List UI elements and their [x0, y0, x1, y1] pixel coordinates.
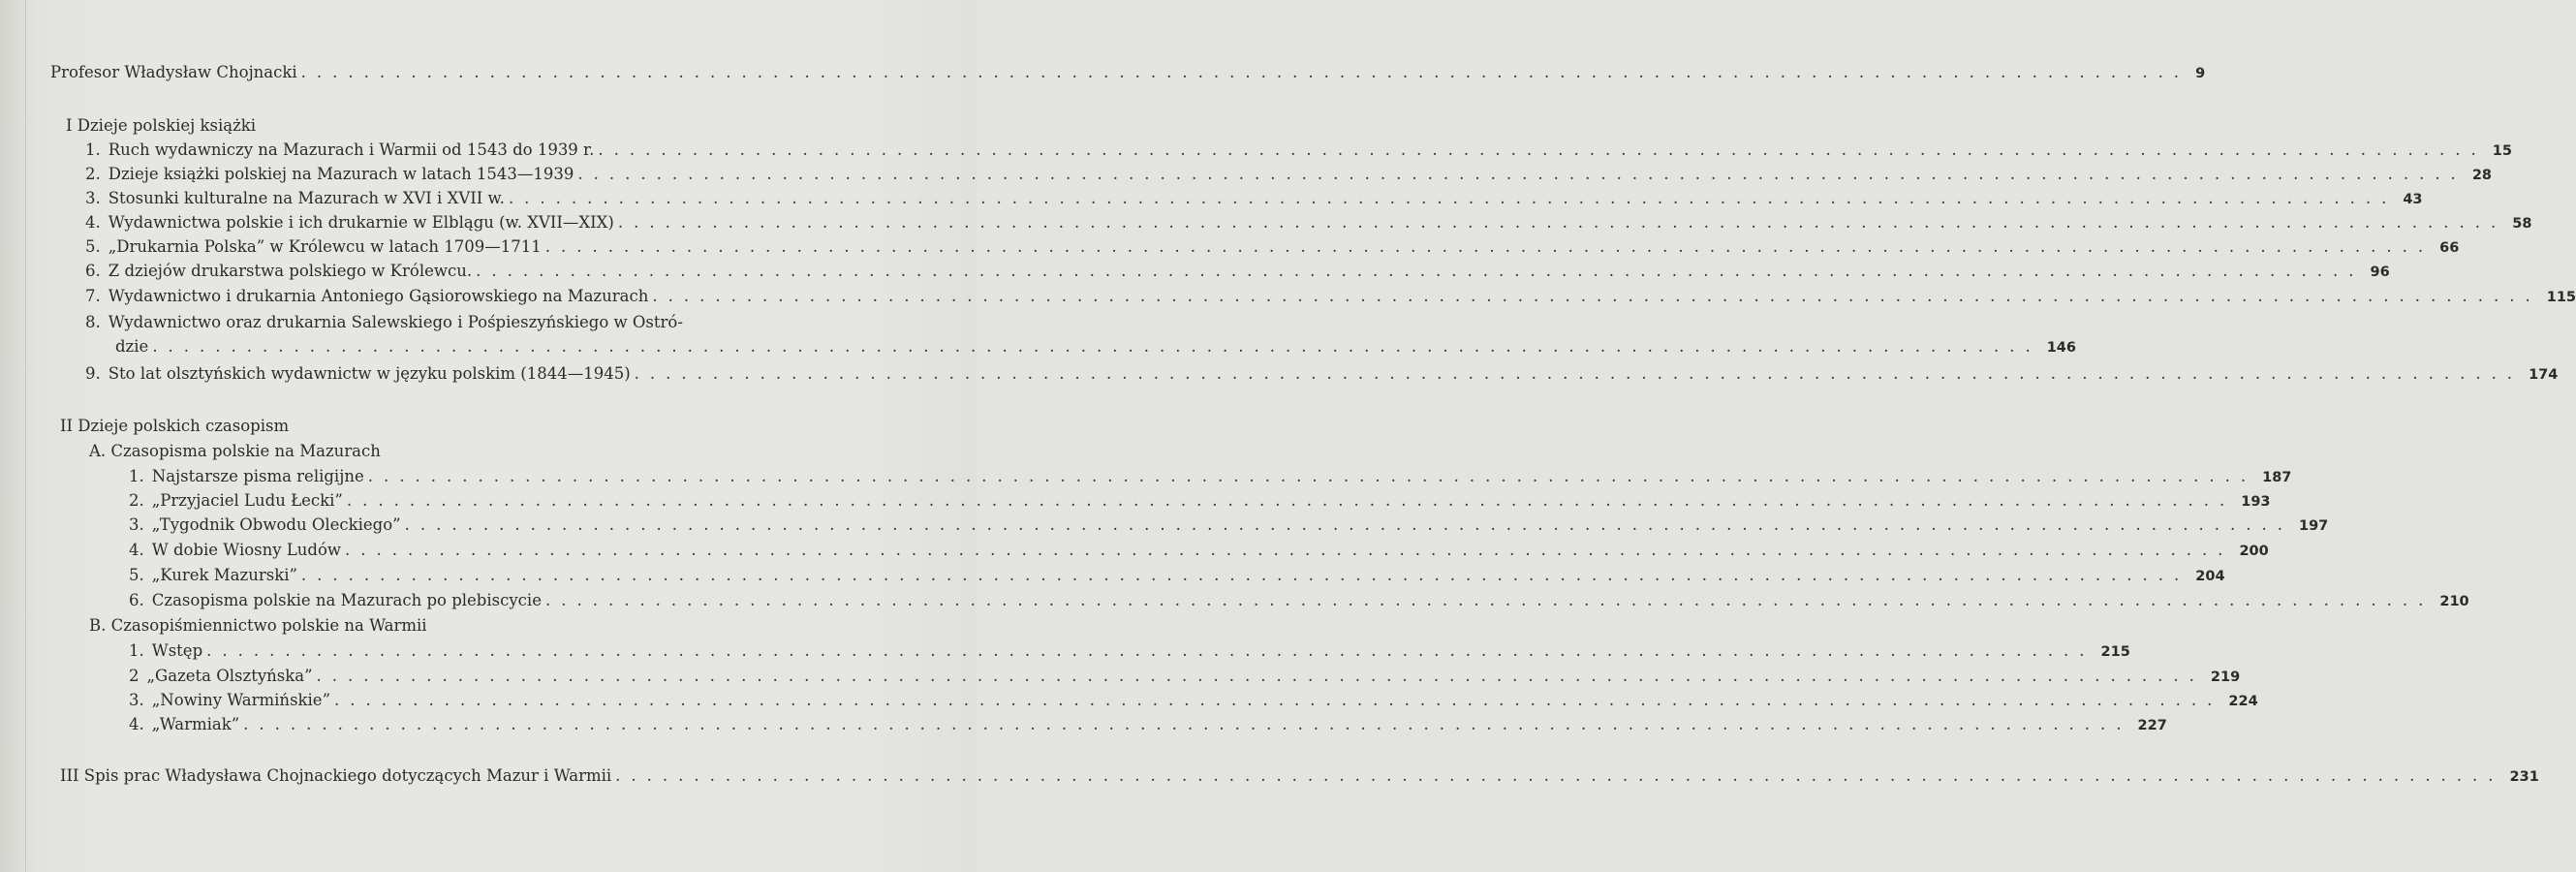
entry-title: Z dziejów drukarstwa polskiego w Królewcu.	[108, 262, 473, 280]
entry-title: „Kurek Mazurski”	[151, 566, 297, 584]
page-number: 43	[2403, 192, 2423, 207]
toc-entry	[129, 713, 2167, 736]
entry-title-line1: Wydawnictwo oraz drukarnia Salewskiego i Pośpieszyńskiego w Ostró-	[108, 313, 683, 331]
toc-entry	[85, 211, 2532, 234]
leader-dots: ........................................................................................................................	[334, 691, 2223, 709]
entry-title-line2: dzie	[115, 337, 149, 356]
entry-number: 1.	[129, 641, 144, 660]
toc-entry-part3	[60, 764, 2539, 788]
page-number: 28	[2471, 168, 2492, 183]
entry-title: III Spis prac Władysława Chojnackiego dotyczących Mazur i Warmii	[60, 766, 612, 785]
page-number: 58	[2512, 216, 2532, 232]
entry-title: Najstarsze pisma religijne	[151, 467, 364, 485]
toc-entry-multiline	[85, 310, 2076, 358]
entry-number: 2.	[85, 165, 101, 183]
entry-title: Wydawnictwo i drukarnia Antoniego Gąsiorowskiego na Mazurach	[108, 287, 649, 305]
page-number: 187	[2262, 470, 2292, 485]
entry-title: „Tygodnik Obwodu Oleckiego”	[151, 515, 401, 534]
page-number: 224	[2228, 694, 2258, 709]
toc-entry	[85, 163, 2492, 186]
entry-number: 4.	[129, 541, 144, 559]
page-number: 15	[2492, 143, 2512, 159]
page-number: 200	[2239, 544, 2269, 559]
page-number: 215	[2100, 644, 2130, 660]
page-number: 219	[2210, 670, 2241, 685]
leader-dots: ........................................................................................................................	[598, 140, 2487, 159]
leader-dots: ........................................................................................................................	[346, 491, 2236, 510]
leader-dots: ........................................................................................................................	[206, 641, 2095, 660]
entry-number: 5.	[129, 566, 144, 584]
entry-title: Czasopisma polskie na Mazurach po plebiscycie	[151, 591, 542, 609]
toc-entry	[85, 285, 2576, 308]
entry-number: 5.	[85, 237, 101, 256]
toc-entry	[129, 514, 2329, 537]
toc-entry	[85, 362, 2559, 386]
entry-number: 1.	[129, 467, 144, 485]
entry-title: „Przyjaciel Ludu Łecki”	[151, 491, 343, 510]
leader-dots: ........................................................................................................................	[152, 337, 2041, 356]
page-number: 231	[2509, 769, 2539, 785]
leader-dots: ........................................................................................................................	[345, 541, 2234, 559]
leader-dots: ........................................................................................................................	[367, 467, 2257, 485]
page-number: 9	[2195, 66, 2206, 81]
leader-dots: ........................................................................................................................	[652, 287, 2541, 305]
toc-entry	[129, 465, 2292, 488]
entry-title: W dobie Wiosny Ludów	[151, 541, 342, 559]
leader-dots: ........................................................................................................................	[243, 715, 2132, 733]
entry-title: „Warmiak”	[151, 715, 240, 733]
entry-number: 3.	[85, 189, 101, 207]
leader-dots: ........................................................................................................................	[617, 213, 2507, 232]
entry-number: 6.	[85, 262, 101, 280]
entry-number: 3.	[129, 515, 144, 534]
entry-title: „Gazeta Olsztyńska”	[146, 667, 313, 685]
entry-number: 2	[129, 667, 140, 685]
entry-title: Sto lat olsztyńskich wydawnictw w języku polskim (1844—1945)	[108, 364, 631, 383]
toc-entry	[129, 665, 2241, 688]
page-number: 193	[2241, 494, 2271, 510]
leader-dots: ........................................................................................................................	[615, 766, 2504, 785]
entry-number: 4.	[85, 213, 101, 232]
entry-number: 9.	[85, 364, 101, 383]
toc-entry	[85, 260, 2390, 283]
toc-entry	[129, 489, 2271, 513]
toc-entry	[85, 235, 2460, 259]
entry-number: 6.	[129, 591, 144, 609]
entry-title: Stosunki kulturalne na Mazurach w XVI i XVII w.	[108, 189, 505, 207]
entry-number: 3.	[129, 691, 144, 709]
toc-entry	[129, 689, 2258, 712]
page-number: 146	[2046, 340, 2076, 356]
part-heading: II Dzieje polskich czasopism	[60, 417, 290, 435]
entry-title: Profesor Władysław Chojnacki	[50, 63, 297, 81]
page-gutter	[25, 0, 26, 872]
page-number: 115	[2546, 290, 2576, 305]
section-heading: B. Czasopiśmiennictwo polskie na Warmii	[89, 616, 427, 635]
toc-entry	[129, 639, 2130, 663]
leader-dots: ........................................................................................................................	[300, 63, 2190, 81]
page-number: 197	[2299, 518, 2329, 534]
entry-number: 7.	[85, 287, 101, 305]
page-number: 174	[2529, 367, 2559, 383]
leader-dots: ........................................................................................................................	[577, 165, 2467, 183]
leader-dots: ........................................................................................................................	[544, 237, 2435, 256]
page-number: 227	[2137, 718, 2167, 733]
toc-entry	[129, 539, 2269, 562]
entry-number: 1.	[85, 140, 101, 159]
toc-entry	[129, 589, 2469, 612]
entry-title: „Drukarnia Polska” w Królewcu w latach 1709—1711	[108, 237, 542, 256]
leader-dots: ........................................................................................................................	[404, 515, 2293, 534]
entry-title: Wydawnictwa polskie i ich drukarnie w Elblągu (w. XVII—XIX)	[108, 213, 614, 232]
entry-title: Wstęp	[151, 641, 203, 660]
entry-number: 2.	[129, 491, 144, 510]
entry-title: Ruch wydawniczy na Mazurach i Warmii od 1543 do 1939 r.	[108, 140, 595, 159]
entry-number: 8.	[85, 313, 101, 331]
leader-dots: ........................................................................................................................	[544, 591, 2435, 609]
leader-dots: ........................................................................................................................	[508, 189, 2398, 207]
entry-title: „Nowiny Warmińskie”	[151, 691, 331, 709]
toc-entry	[129, 564, 2225, 587]
page-number: 96	[2370, 265, 2390, 280]
leader-dots: ........................................................................................................................	[300, 566, 2190, 584]
toc-entry-intro	[50, 61, 2206, 84]
toc-entry	[85, 187, 2423, 210]
leader-dots: ........................................................................................................................	[634, 364, 2524, 383]
section-heading: A. Czasopisma polskie na Mazurach	[89, 442, 381, 460]
page-number: 66	[2439, 240, 2460, 256]
part-heading: I Dzieje polskiej książki	[66, 116, 257, 135]
leader-dots: ........................................................................................................................	[476, 262, 2365, 280]
page-number: 204	[2195, 569, 2225, 584]
entry-number: 4.	[129, 715, 144, 733]
entry-title: Dzieje książki polskiej na Mazurach w latach 1543—1939	[108, 165, 574, 183]
page-number: 210	[2439, 594, 2469, 609]
toc-entry	[85, 139, 2512, 162]
leader-dots: ........................................................................................................................	[316, 667, 2205, 685]
